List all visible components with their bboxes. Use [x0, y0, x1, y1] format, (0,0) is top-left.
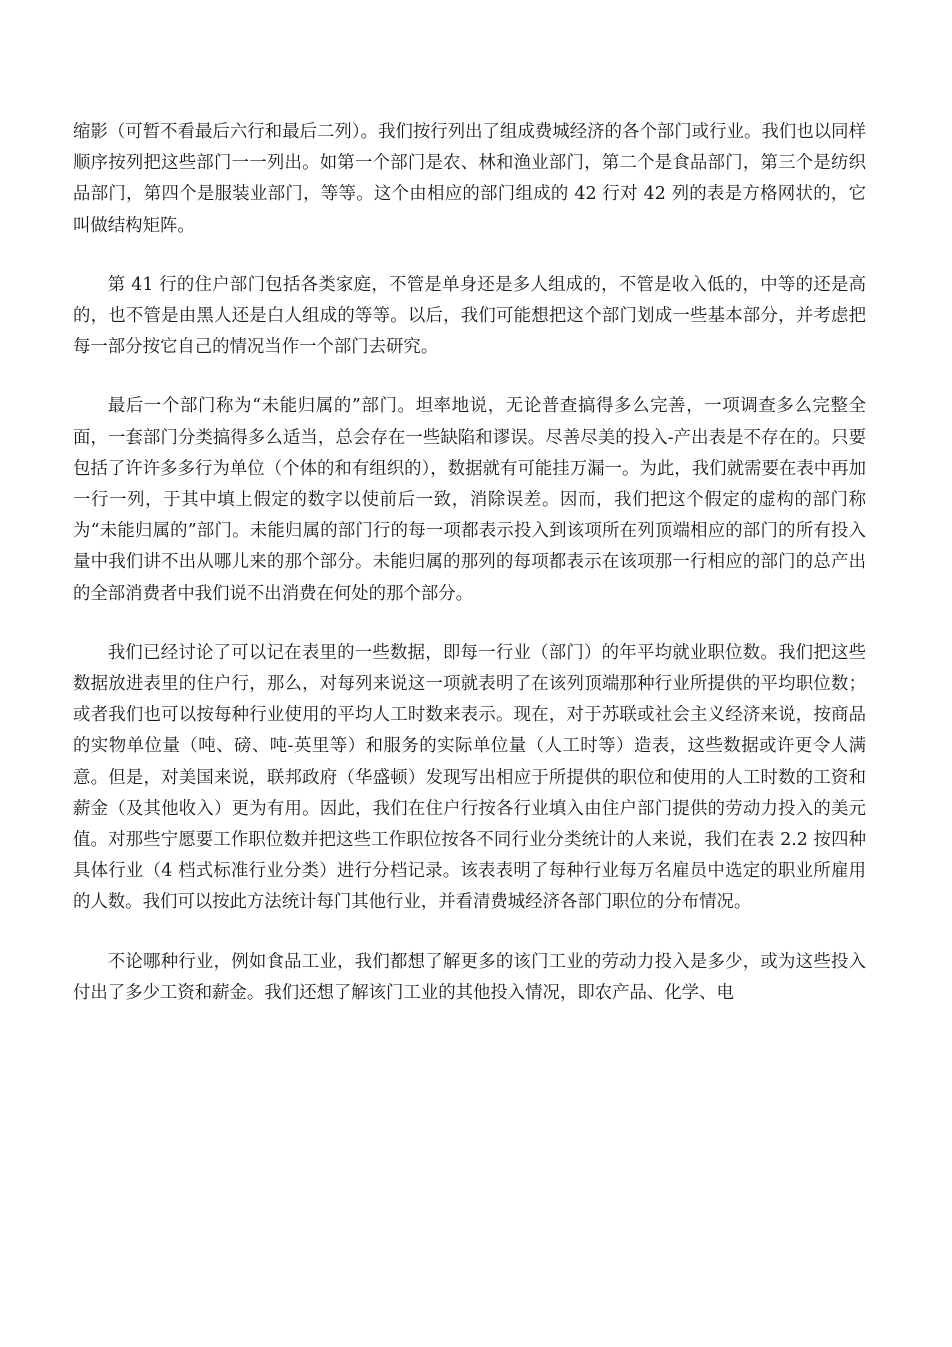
paragraph-2: 第 41 行的住户部门包括各类家庭，不管是单身还是多人组成的，不管是收入低的，中等的还是高的，也不管是由黑人还是白人组成的等等。以后，我们可能想把这个部门划成一些基本部分，并考虑把每一部分按它自己的情况当作一个部门去研究。 — [73, 274, 866, 358]
paragraph-4: 我们已经讨论了可以记在表里的一些数据，即每一行业（部门）的年平均就业职位数。我们把这些数据放进表里的住户行，那么，对每列来说这一项就表明了在该列顶端那种行业所提供的平均职位数；或者我们也可以按每种行业使用的平均人工时数来表示。现在，对于苏联或社会主义经济来说，按商品的实物单位量（吨、磅、吨-英里等）和服务的实际单位量（人工时等）造表，这些数据或许更令人满意。但是，对美国来说，联邦政府（华盛顿）发现写出相应于所提供的职位和使用的人工时数的工资和薪金（及其他收入）更为有用。因此，我们在住户行按各行业填入由住户部门提供的劳动力投入的美元值。对那些宁愿要工作职位数并把这些工作职位按各不同行业分类统计的人来说，我们在表 2.2 按四种具体行业（4 档式标准行业分类）进行分档记录。该表表明了每种行业每万名雇员中选定的职业所雇用的人数。我们可以按此方法统计每门其他行业，并看清费城经济各部门职位的分布情况。 — [73, 642, 866, 913]
paragraph-1: 缩影（可暂不看最后六行和最后二列）。我们按行列出了组成费城经济的各个部门或行业。我们也以同样顺序按列把这些部门一一列出。如第一个部门是农、林和渔业部门，第二个是食品部门，第三个是纺织品部门，第四个是服装业部门，等等。这个由相应的部门组成的 42 行对 42 列的表是方格网状的，它叫做结构矩阵。 — [73, 122, 866, 236]
paragraph-3: 最后一个部门称为“未能归属的”部门。坦率地说，无论普查搞得多么完善，一项调查多么完整全面，一套部门分类搞得多么适当，总会存在一些缺陷和谬误。尽善尽美的投入-产出表是不存在的。只要包括了许许多多行为单位（个体的和有组织的），数据就有可能挂万漏一。为此，我们就需要在表中再加一行一列，于其中填上假定的数字以使前后一致，消除误差。因而，我们把这个假定的虚构的部门称为“未能归属的”部门。未能归属的部门行的每一项都表示投入到该项所在列顶端相应的部门的所有投入量中我们讲不出从哪儿来的那个部分。未能归属的那列的每项都表示在该项那一行相应的部门的总产出的全部消费者中我们说不出消费在何处的那个部分。 — [73, 396, 866, 604]
paragraph-5: 不论哪种行业，例如食品工业，我们都想了解更多的该门工业的劳动力投入是多少，或为这些投入付出了多少工资和薪金。我们还想了解该门工业的其他投入情况，即农产品、化学、电 — [73, 951, 866, 1003]
document-body — [73, 117, 866, 1037]
